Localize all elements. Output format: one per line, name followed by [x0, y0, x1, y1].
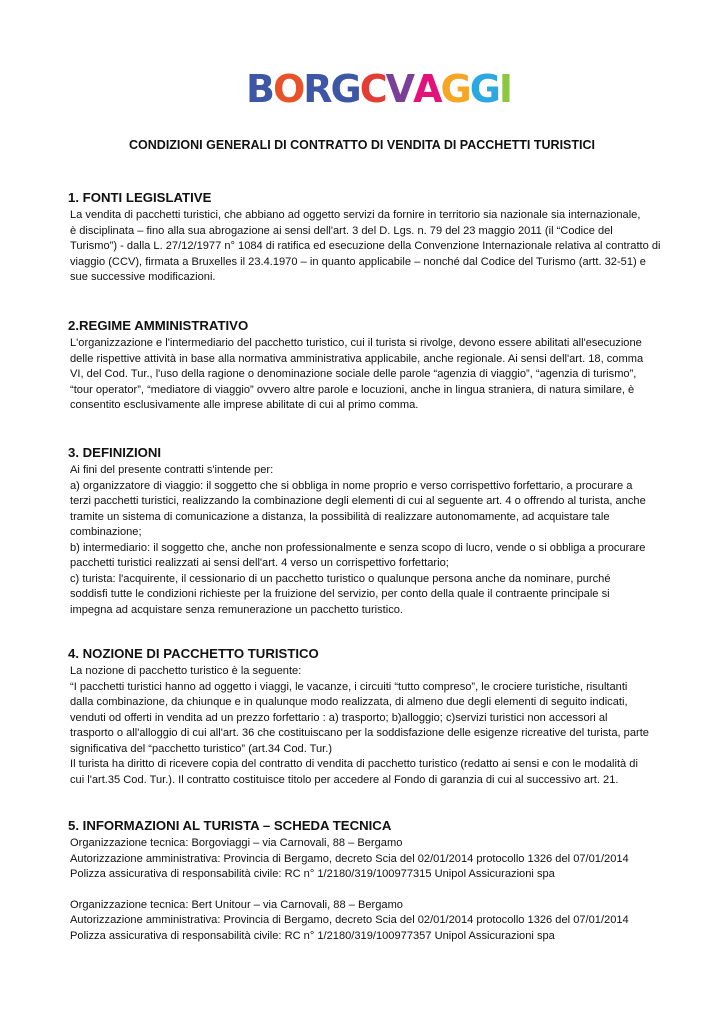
- text-line: Polizza assicurativa di responsabilità civile: RC n° 1/2180/319/100977357 Unipol Assicurazioni spa: [70, 929, 555, 942]
- text-line: La vendita di pacchetti turistici, che abbiano ad oggetto servizi da fornire in territorio sia nazionale sia internazionale,: [70, 209, 641, 221]
- logo-letter: G: [440, 67, 470, 111]
- section-heading: 4. NOZIONE DI PACCHETTO TURISTICO: [68, 646, 319, 661]
- scheda-tecnica-borgoviaggi: [68, 836, 660, 883]
- logo-letter: C: [359, 67, 386, 111]
- section-heading: 2.REGIME AMMINISTRATIVO: [68, 318, 249, 333]
- text-line: Organizzazione tecnica: Borgoviaggi – via Carnovali, 88 – Bergamo: [70, 837, 403, 849]
- section-heading: 1. FONTI LEGISLATIVE: [68, 190, 212, 205]
- logo-letter: B: [246, 67, 273, 111]
- section-regime-amministrativo: [68, 318, 660, 414]
- text-line: significativa del “pacchetto turistico” (art.34 Cod. Tur.): [70, 742, 333, 755]
- text-line: L'organizzazione e l'intermediario del pacchetto turistico, cui il turista si rivolge, devono essere abilitati all'esecuzione: [70, 337, 642, 349]
- text-line: venduti od offerti in vendita ad un prezzo forfettario : a) trasporto; b)alloggio; c)servizi turistici non accessori al: [70, 711, 608, 724]
- logo-letter: I: [498, 67, 512, 111]
- section-body: [68, 208, 660, 286]
- text-line: Ai fini del presente contratti s'intende per:: [70, 464, 274, 476]
- text-line: La nozione di pacchetto turistico è la seguente:: [70, 665, 302, 677]
- text-line: terzi pacchetti turistici, realizzando la combinazione degli elementi di cui al seguente art. 4 o offrendo al turista, anche: [70, 495, 646, 507]
- section-definizioni: [68, 445, 660, 618]
- section-heading: 3. DEFINIZIONI: [68, 445, 162, 460]
- text-line: sue successive modificazioni.: [70, 271, 216, 283]
- text-line: soddisfi tutte le condizioni richieste per la fruizione del servizio, per conto della quale il contraente principale si: [70, 588, 610, 600]
- text-line: pacchetti turistici realizzati ai sensi dell'art. 4 verso un corrispettivo forfettario;: [70, 557, 449, 569]
- logo-letter: O: [272, 67, 304, 111]
- company-logo: [246, 67, 512, 111]
- logo-letter: G: [330, 67, 360, 111]
- text-line: VI, del Cod. Tur., l'uso della ragione o denominazione sociale delle parole “agenzia di viaggio”, “agenzia di turismo”,: [70, 368, 637, 380]
- section-fonti-legislative: [68, 190, 660, 286]
- text-line: viaggio (CCV), firmata a Bruxelles il 23.4.1970 – in quanto applicabile – nonché dal Codice del Turismo (artt. 32-51) e: [70, 255, 646, 268]
- text-line: Polizza assicurativa di responsabilità civile: RC n° 1/2180/319/100977315 Unipol Assicurazioni spa: [70, 868, 555, 880]
- text-line: impegna ad acquistare senza remunerazione un pacchetto turistico.: [70, 603, 404, 616]
- text-line: Turismo”) - dalla L. 27/12/1977 n° 1084 di ratifica ed esecuzione della Convenzione Internazionale relativa al contratto di: [70, 240, 661, 252]
- logo-letter: V: [385, 67, 414, 111]
- section-nozione-pacchetto: [68, 646, 660, 788]
- text-line: delle rispettive attività in base alla normativa amministrativa applicabile, anche regionale. Ai sensi dell'art. 18, comma: [70, 352, 644, 365]
- text-line: Autorizzazione amministrativa: Provincia di Bergamo, decreto Scia del 02/01/2014 protocollo 1326 del 07/01/2014: [70, 852, 629, 865]
- text-line: trasporto o all'alloggio di cui all'art. 36 che costituiscano per la soddisfazione delle esigenze ricreative del turista, parte: [70, 727, 649, 739]
- text-line: combinazione;: [70, 526, 142, 538]
- text-line: è disciplinata – fino alla sua abrogazione ai sensi dell'art. 3 del D. Lgs. n. 79 del 23 maggio 2011 (il “Codice del: [70, 224, 613, 237]
- text-line: tramite un sistema di comunicazione a distanza, la possibilità di realizzare autonomamente, ad acquistare tale: [70, 510, 610, 523]
- section-heading: 5. INFORMAZIONI AL TURISTA – SCHEDA TECNICA: [68, 818, 392, 833]
- section-body: [68, 664, 660, 788]
- text-line: “I pacchetti turistici hanno ad oggetto i viaggi, le vacanze, i circuiti “tutto compreso”, le crociere turistiche, risultanti: [70, 680, 628, 693]
- text-line: dalla combinazione, da chiunque e in qualunque modo realizzata, di almeno due degli elementi di seguito indicati,: [70, 696, 628, 708]
- text-line: Il turista ha diritto di ricevere copia del contratto di vendita di pacchetto turistico (redatto ai sensi e con le modalità di: [70, 758, 638, 770]
- logo-letter: A: [413, 67, 441, 111]
- logo-letter: G: [469, 67, 499, 111]
- text-line: Organizzazione tecnica: Bert Unitour – via Carnovali, 88 – Bergamo: [70, 898, 403, 911]
- text-line: “tour operator”, “mediatore di viaggio” ovvero altre parole e locuzioni, anche in lingua straniera, di natura similare, è: [70, 383, 635, 396]
- text-line: consentito esclusivamente alle imprese abilitate di cui al primo comma.: [70, 399, 419, 411]
- section-body: [68, 336, 660, 414]
- text-line: Autorizzazione amministrativa: Provincia di Bergamo, decreto Scia del 02/01/2014 protocollo 1326 del 07/01/2014: [70, 914, 629, 926]
- text-line: c) turista: l'acquirente, il cessionario di un pacchetto turistico o qualunque persona anche da nominare, purché: [70, 572, 611, 585]
- text-line: a) organizzatore di viaggio: il soggetto che si obbliga in nome proprio e verso corrispettivo forfettario, a procurare a: [70, 479, 633, 492]
- section-body: [68, 463, 660, 618]
- scheda-tecnica-bert-unitour: [68, 898, 660, 945]
- text-line: cui l'art.35 Cod. Tur.). Il contratto costituisce titolo per accedere al Fondo di garanzia di cui al successivo art. 21.: [70, 773, 619, 786]
- text-line: b) intermediario: il soggetto che, anche non professionalmente e senza scopo di lucro, vende o si obbliga a procurare: [70, 541, 646, 554]
- section-informazioni-turista: [68, 818, 660, 944]
- document-title: CONDIZIONI GENERALI DI CONTRATTO DI VENDITA DI PACCHETTI TURISTICI: [129, 138, 595, 152]
- logo-letter: R: [303, 67, 331, 111]
